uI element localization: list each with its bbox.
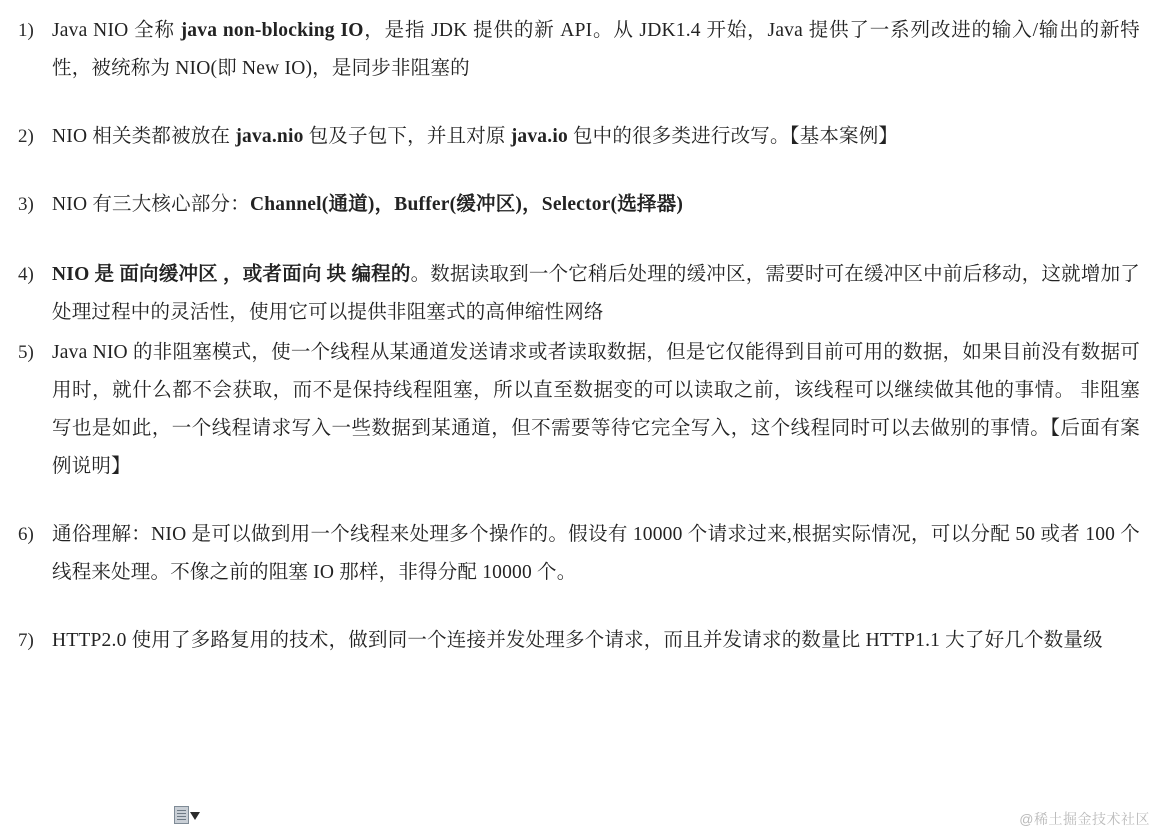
list-item-text: NIO 相关类都被放在 java.nio 包及子包下，并且对原 java.io 包中的很多类进行改写。【基本案例】 — [52, 126, 899, 147]
list-marker: 3) — [18, 194, 34, 215]
list-item — [0, 516, 1164, 592]
document-drag-cursor-icon — [174, 806, 200, 830]
list-item — [0, 12, 1164, 88]
list-marker: 5) — [18, 342, 34, 363]
list-marker: 6) — [18, 524, 34, 545]
list-marker: 4) — [18, 264, 34, 285]
list-item-text: Java NIO 的非阻塞模式，使一个线程从某通道发送请求或者读取数据，但是它仅能得到目前可用的数据，如果目前没有数据可用时，就什么都不会获取，而不是保持线程阻塞，所以直至数据变的可以读取之前，该线程可以继续做其他的事情。 非阻塞写也是如此，一个线程请求写入一些数据到某通道，但不需要等待它完全写入，这个线程同时可以去做别的事情。【后面有案例说明】 — [52, 342, 1140, 477]
list-item-text: 通俗理解：NIO 是可以做到用一个线程来处理多个操作的。假设有 10000 个请求过来,根据实际情况，可以分配 50 或者 100 个线程来处理。不像之前的阻塞 IO 那样，非得分配 10000 个。 — [52, 524, 1140, 583]
list-item-text: Java NIO 全称 java non-blocking IO，是指 JDK 提供的新 API。从 JDK1.4 开始，Java 提供了一系列改进的输入/输出的新特性，被统称为 NIO(即 New IO)，是同步非阻塞的 — [52, 20, 1140, 79]
list-item — [0, 186, 1164, 224]
list-item — [0, 622, 1164, 660]
cursor-arrow-glyph — [190, 812, 200, 820]
list-item — [0, 118, 1164, 156]
list-item — [0, 334, 1164, 486]
list-marker: 2) — [18, 126, 34, 147]
cursor-document-glyph — [174, 806, 189, 824]
list-marker: 1) — [18, 20, 34, 41]
document-page — [0, 12, 1164, 835]
list-item — [0, 256, 1164, 332]
list-item-text: HTTP2.0 使用了多路复用的技术，做到同一个连接并发处理多个请求，而且并发请求的数量比 HTTP1.1 大了好几个数量级 — [52, 630, 1103, 651]
list-marker: 7) — [18, 630, 34, 651]
watermark: @稀土掘金技术社区 — [1019, 811, 1150, 827]
list-item-text: NIO 是 面向缓冲区 ，或者面向 块 编程的。数据读取到一个它稍后处理的缓冲区，需要时可在缓冲区中前后移动，这就增加了处理过程中的灵活性，使用它可以提供非阻塞式的高伸缩性网络 — [52, 264, 1140, 323]
list-item-text: NIO 有三大核心部分：Channel(通道)，Buffer(缓冲区)，Selector(选择器) — [52, 194, 684, 215]
